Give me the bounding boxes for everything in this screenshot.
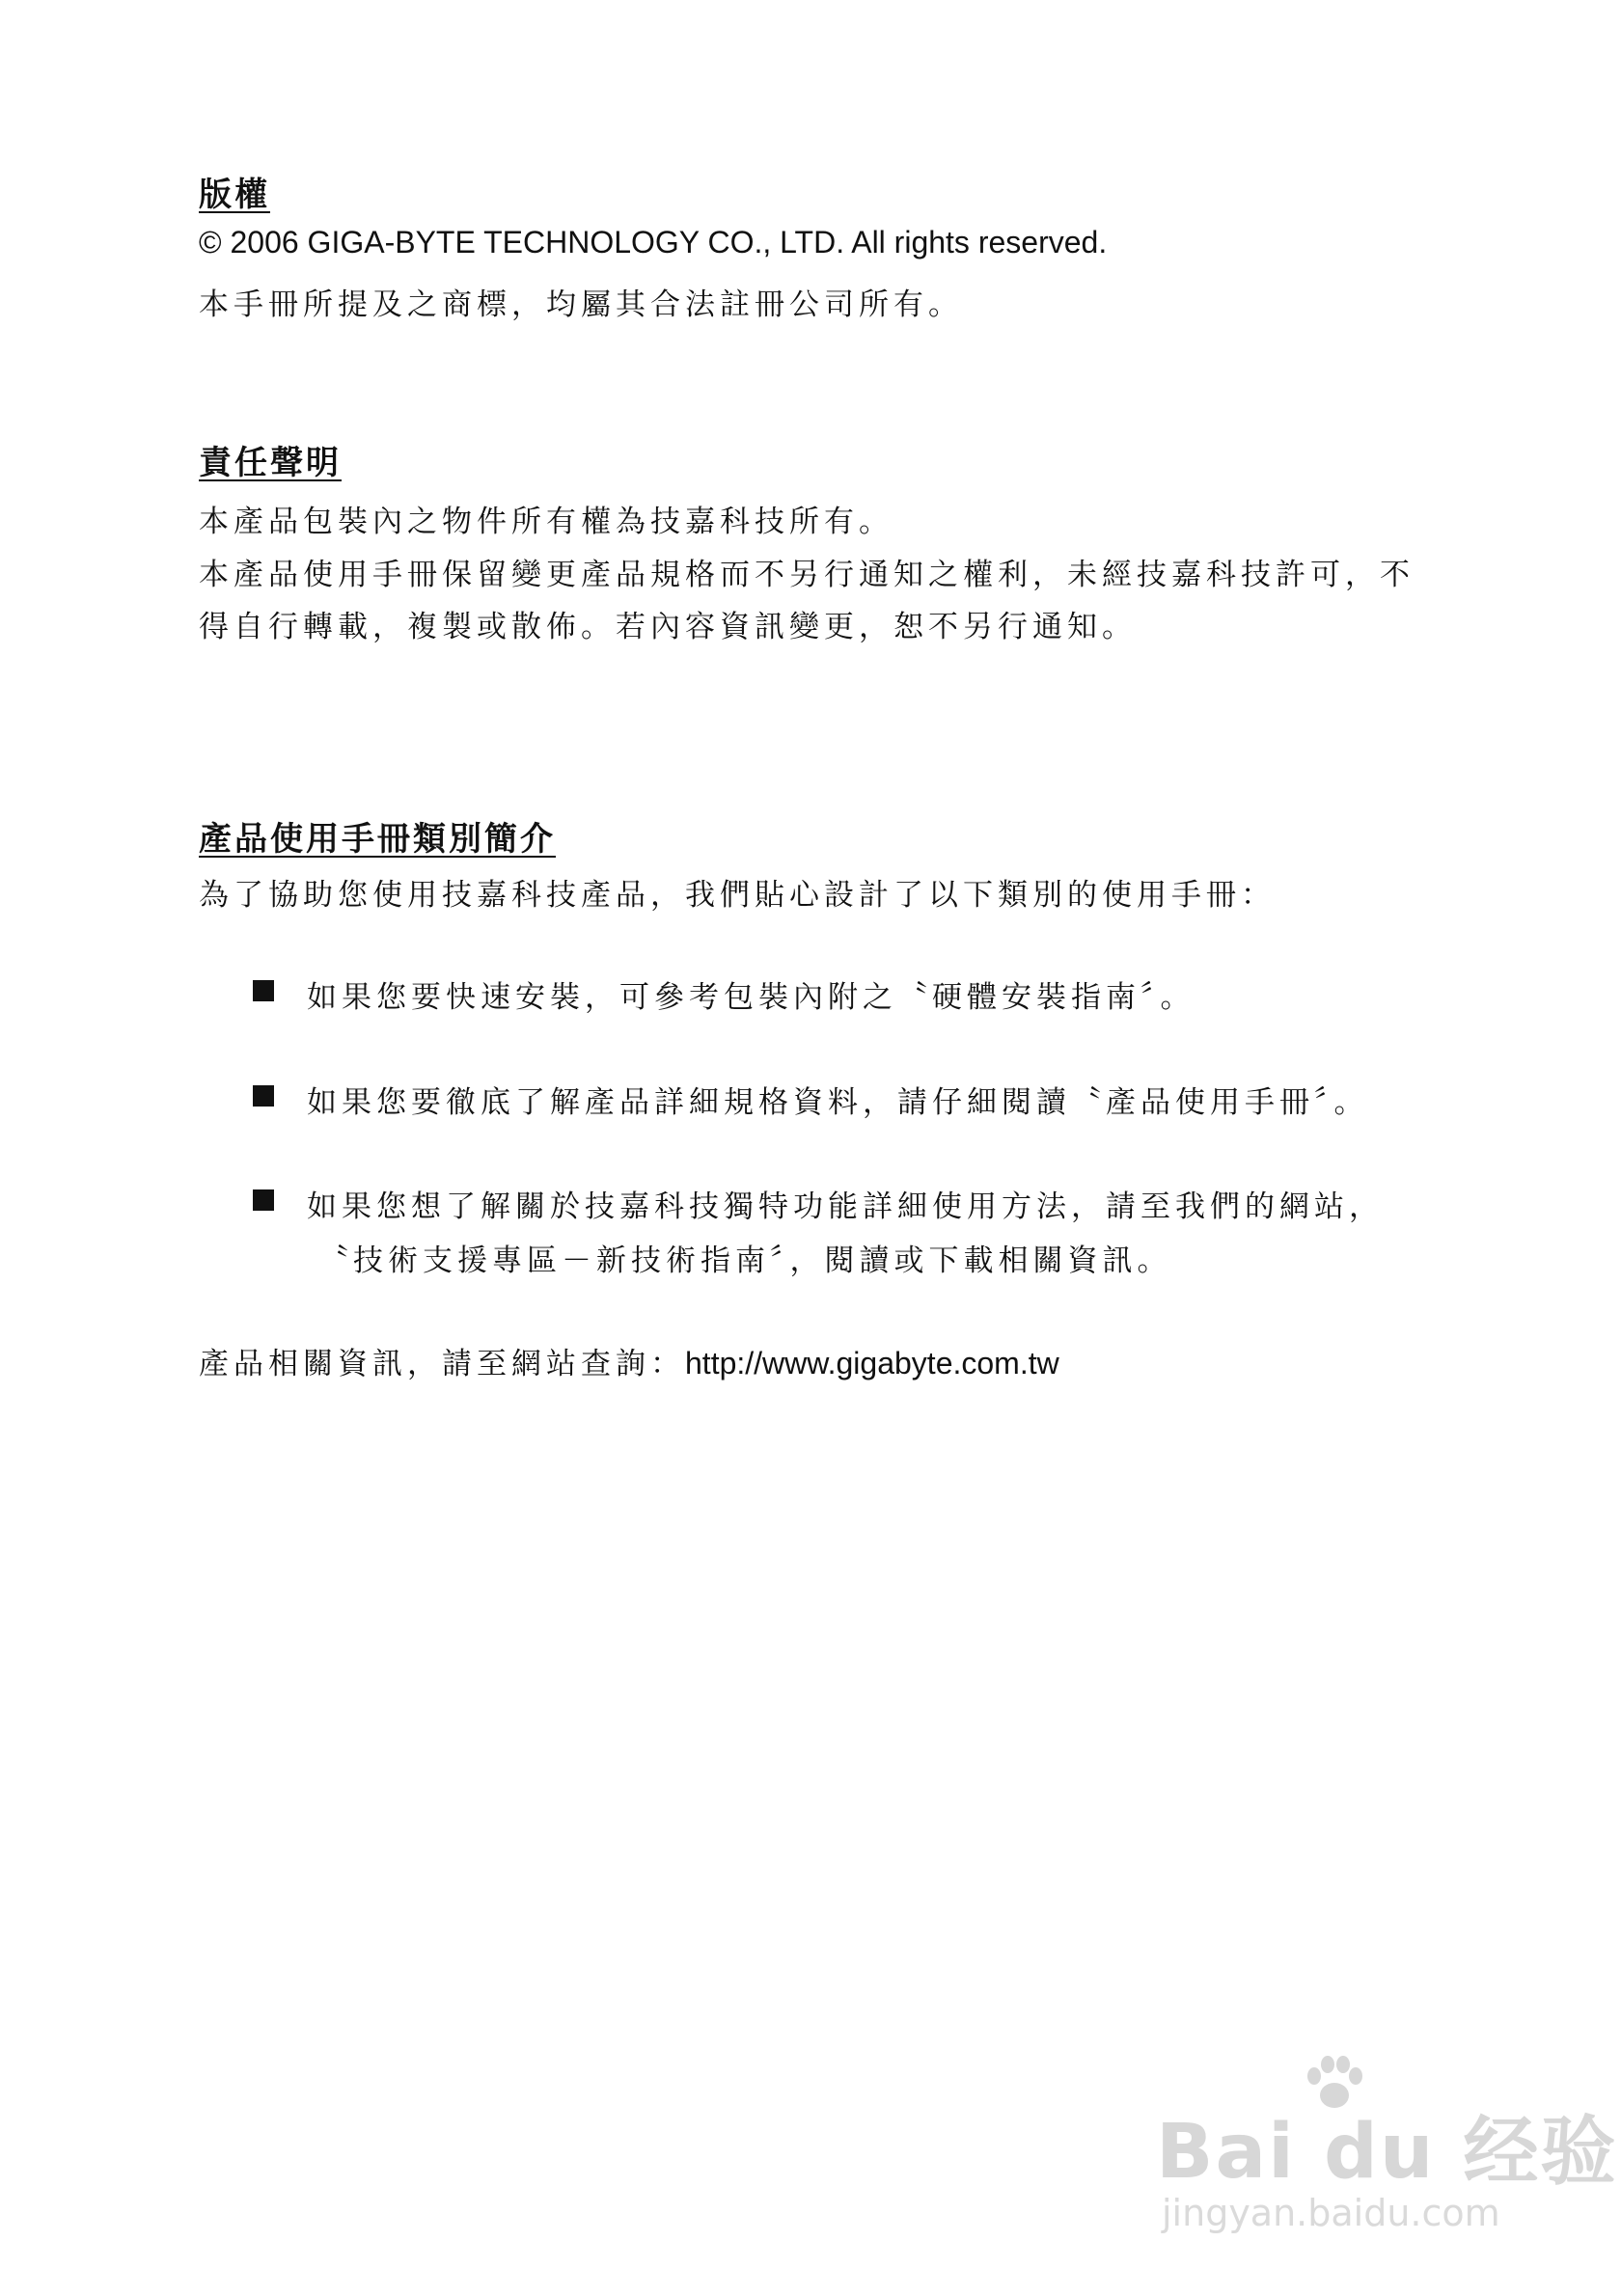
copyright-notice: © 2006 GIGA-BYTE TECHNOLOGY CO., LTD. All rights reserved. [199, 225, 1108, 260]
website-url-link[interactable]: http://www.gigabyte.com.tw [685, 1346, 1059, 1380]
bullet-item-1: 如果您要快速安裝，可參考包裝內附之〝硬體安裝指南〞。 [307, 980, 1195, 1015]
manual-intro-heading: 產品使用手冊類別簡介 [199, 820, 556, 859]
disclaimer-line-1: 本產品包裝內之物件所有權為技嘉科技所有。 [199, 505, 893, 539]
watermark-logo: Bai du 经验 [1156, 2109, 1618, 2196]
website-info-line [199, 1339, 1059, 1382]
bullet-item-2: 如果您要徹底了解產品詳細規格資料，請仔細閱讀〝產品使用手冊〞。 [307, 1085, 1369, 1120]
bullet-square-icon [253, 980, 274, 1001]
bullet-square-icon [253, 1085, 274, 1107]
watermark-url: jingyan.baidu.com [1162, 2192, 1500, 2234]
bullet-square-icon [253, 1189, 274, 1211]
disclaimer-line-2: 本產品使用手冊保留變更產品規格而不另行通知之權利，未經技嘉科技許可，不 [199, 558, 1415, 592]
bullet-item-3-line-2: 〝技術支援專區－新技術指南〞，閱讀或下載相關資訊。 [318, 1244, 1172, 1278]
baidu-jingyan-watermark [1156, 2055, 1618, 2238]
copyright-heading: 版權 [199, 176, 270, 214]
website-info-label: 產品相關資訊，請至網站查詢： [199, 1347, 685, 1381]
manual-intro-text: 為了協助您使用技嘉科技產品，我們貼心設計了以下類別的使用手冊： [199, 878, 1276, 913]
trademark-notice: 本手冊所提及之商標，均屬其合法註冊公司所有。 [199, 287, 963, 322]
disclaimer-heading: 責任聲明 [199, 444, 342, 482]
disclaimer-line-3: 得自行轉載，複製或散佈。若內容資訊變更，恕不另行通知。 [199, 610, 1137, 644]
bullet-item-3-line-1: 如果您想了解關於技嘉科技獨特功能詳細使用方法，請至我們的網站， [307, 1189, 1384, 1224]
